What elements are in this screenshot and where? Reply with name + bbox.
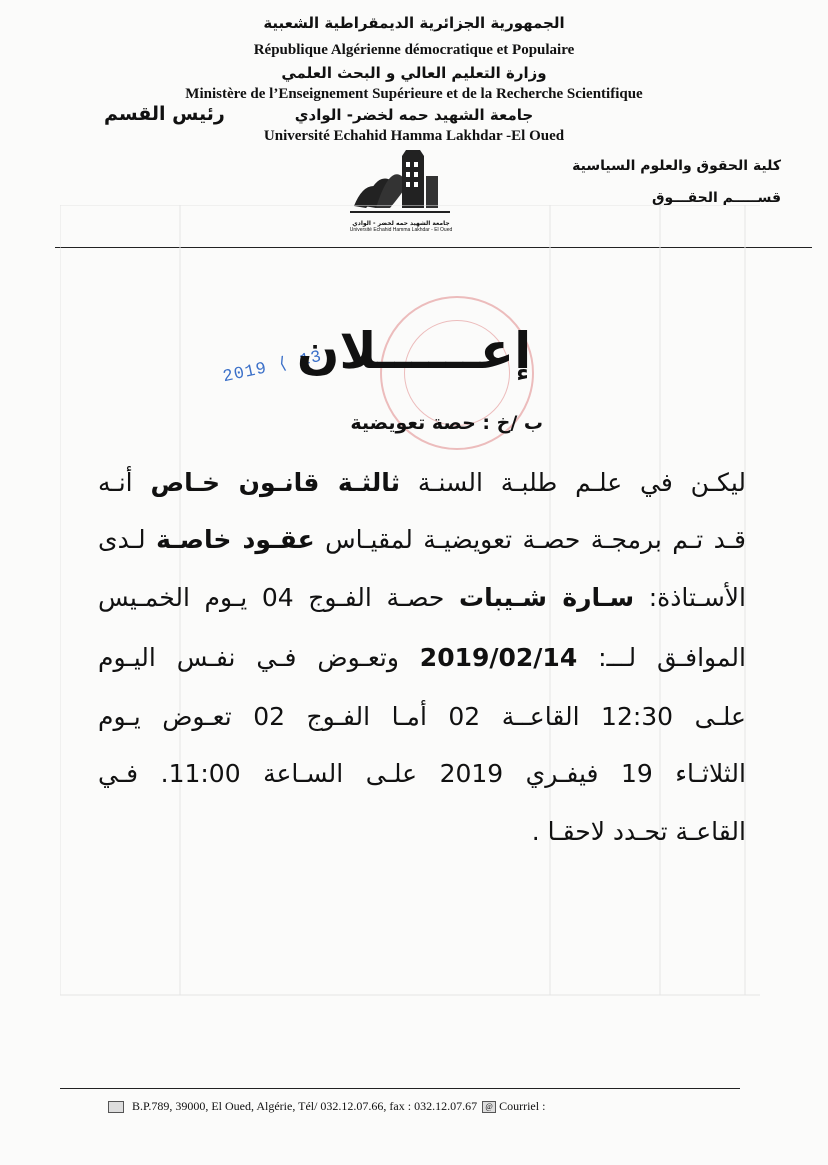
body-line-1: ليكـن في علـم طلبـة السنـة ثالثـة قانـون خـاص أنـه [98,468,746,497]
footer-address: B.P.789, 39000, El Oued, Algérie, Tél/ 032.12.07.66, fax : 032.12.07.67 [132,1099,478,1113]
footer-contact [108,1099,545,1114]
footer-divider [60,1088,740,1089]
university-fr: Université Echahid Hamma Lakhdar -El Oued [263,128,565,144]
ministry-fr: Ministère de l’Enseignement Supérieure et de la Recherche Scientifique [185,86,643,102]
republic-fr: République Algérienne démocratique et Populaire [253,42,575,58]
department-label: قســـــم الحقـــوق [651,190,781,206]
body-line-2: قـد تـم برمجـة حصـة تعويضيـة لمقيـاس عقـود خاصـة لـدى [98,525,746,554]
university-ar: جامعة الشهيد حمه لخضر- الوادي [294,106,534,124]
logo-caption-fr: Université Echahid Hamma Lakhdar - El Oued [349,227,453,233]
head-of-department: رئيس القسم [104,103,225,125]
date-stamp: 2019 ⟨ 13 [221,347,324,388]
faculty-label: كلية الحقوق والعلوم السياسية [572,158,781,174]
mail-icon [108,1101,124,1113]
body-line-5: علـى 12:30 القاعــة 02 أمـا الفـوج 02 تعـوض يـوم [98,702,746,731]
republic-ar: الجمهورية الجزائرية الديمقراطية الشعبية [263,14,565,32]
body-line-7: القاعـة تحـدد لاحقـا . [531,817,746,846]
body-line-3: الأسـتاذة: سـارة شـيبات حصـة الفـوج 04 يـوم الخمـيس [98,583,746,612]
announcement-title: إعــــــلان [296,322,532,380]
at-icon: @ [482,1101,496,1113]
ministry-ar: وزارة التعليم العالي و البحث العلمي [281,64,547,82]
logo-caption-ar: جامعة الشهيد حمه لخضر - الوادي [352,220,450,227]
body-line-6: الثلاثـاء 19 فيفـري 2019 علـى السـاعة 11:00. فـي [98,759,746,788]
body-line-4: الموافـق لـــ: 2019/02/14 وتعـوض فـي نفـس اليـوم [98,643,746,672]
footer-email-label: Courriel : [496,1099,546,1113]
announcement-subject: ب /خ : حصة تعويضية [350,412,543,434]
